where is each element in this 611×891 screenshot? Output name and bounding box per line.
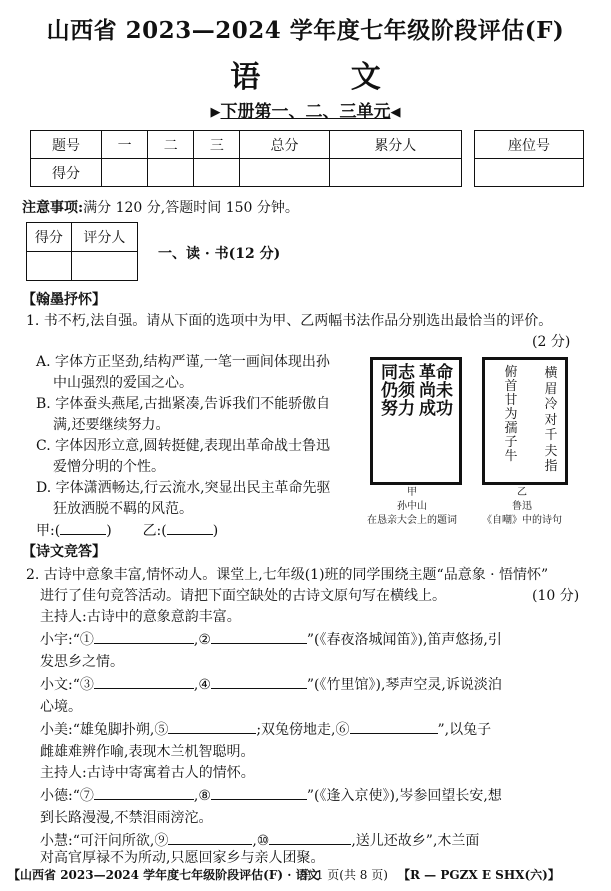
- option-b: [36, 394, 356, 436]
- blank-4[interactable]: [211, 688, 307, 689]
- calligraphy-jia: [370, 357, 462, 485]
- exam-title: 山西省 2023—2024 学年度七年级阶段评估(F): [46, 17, 565, 44]
- answer-line: [36, 521, 218, 542]
- unit-label: [0, 97, 611, 122]
- blank-10[interactable]: [269, 844, 351, 845]
- col-header-grader: 累分人: [329, 131, 461, 159]
- option-b-line1: B. 字体蚕头燕尾,古拙紧凑,告诉我们不能骄傲自: [36, 396, 331, 412]
- small-score-label: 得分: [27, 223, 72, 252]
- part1-heading: 【翰墨抒怀】: [22, 292, 106, 308]
- seat-label: 座位号: [475, 131, 584, 159]
- notice-text: 满分 120 分,答题时间 150 分钟。: [83, 200, 299, 216]
- calli-jia-source: 在恳亲大会上的题词: [367, 515, 457, 526]
- answer-jia-close: ): [106, 523, 112, 539]
- xiaoyu-b: ,②: [193, 632, 211, 648]
- section-1-title: 一、读 · 书(12 分): [158, 246, 281, 262]
- option-a-line1: A. 字体方正坚劲,结构严谨,一笔一画间体现出孙: [36, 354, 330, 370]
- xiaoyu-c: ”(《春夜洛城闻笛》),笛声悠扬,引: [306, 632, 502, 648]
- xiaode-a: 小德:“⑦: [40, 788, 94, 804]
- xiaowen-c: ”(《竹里馆》),琴声空灵,诉说淡泊: [306, 677, 502, 693]
- xiaode-line: [40, 786, 502, 807]
- calli-jia-col2: 同志仍须努力: [381, 363, 415, 419]
- blank-1[interactable]: [94, 643, 194, 644]
- answer-yi-label: 乙:(: [142, 523, 167, 539]
- blank-8[interactable]: [211, 799, 307, 800]
- score-cell[interactable]: [240, 159, 329, 187]
- xiaode-c: ”(《逢入京使》),岑参回望长安,想: [306, 788, 502, 804]
- blank-6[interactable]: [350, 733, 438, 734]
- xiaode-b: ,⑧: [193, 788, 211, 804]
- question-1-points: (2 分): [532, 334, 571, 350]
- calli-yi-mark: 乙: [517, 487, 527, 498]
- calligraphy-yi: [482, 357, 568, 485]
- xiaowen-b: ,④: [193, 677, 211, 693]
- xiaomei-b: ;双兔傍地走,⑥: [256, 722, 350, 738]
- xiaoyu-line2: 发思乡之情。: [40, 654, 124, 670]
- seat-table: [474, 130, 584, 187]
- score-cell[interactable]: [148, 159, 194, 187]
- answer-yi-blank[interactable]: [167, 534, 213, 535]
- row-label-score: 得分: [31, 159, 102, 187]
- footer-code: 【R — PGZX E SHX(六)】: [398, 868, 560, 882]
- col-header-3: 三: [194, 131, 240, 159]
- xiaoyu-line: [40, 630, 502, 651]
- triangle-right-icon: ▶: [210, 105, 221, 120]
- options-list: [36, 352, 356, 520]
- small-score-cell[interactable]: [27, 252, 72, 281]
- option-d-line1: D. 字体潇洒畅达,行云流水,突显出民主革命先驱: [36, 480, 331, 496]
- row-label-question: 题号: [31, 131, 102, 159]
- footer-left-text: 山西省 2023—2024 学年度七年级阶段评估(F) · 语文: [20, 868, 320, 882]
- calli-jia-col1: 革命尚未成功: [419, 363, 453, 419]
- option-a: [36, 352, 356, 394]
- blank-5[interactable]: [168, 733, 256, 734]
- blank-7[interactable]: [94, 799, 194, 800]
- calli-yi-col1: 横眉冷对千夫指: [544, 366, 558, 474]
- option-a-line2: 中山强烈的爱国之心。: [53, 375, 193, 391]
- xiaohui-c: ,送儿还故乡”,木兰面: [351, 833, 480, 849]
- score-cell[interactable]: [329, 159, 461, 187]
- calli-jia-mark: 甲: [407, 487, 417, 498]
- xiaohui-line2: 对高官厚禄不为所动,只愿回家乡与亲人团聚。: [40, 850, 325, 866]
- notice: [22, 197, 299, 217]
- xiaomei-line: [40, 720, 491, 741]
- small-grader-label: 评分人: [71, 223, 137, 252]
- blank-9[interactable]: [168, 844, 252, 845]
- calli-jia-caption: [352, 486, 472, 528]
- score-table: [30, 130, 462, 187]
- small-grader-cell[interactable]: [71, 252, 137, 281]
- option-c-line1: C. 字体因形立意,圆转挺健,表现出革命战士鲁迅: [36, 438, 331, 454]
- col-header-total: 总分: [240, 131, 329, 159]
- part2-heading: 【诗文竞答】: [22, 544, 106, 560]
- blank-2[interactable]: [211, 643, 307, 644]
- option-b-line2: 满,还要继续努力。: [53, 417, 170, 433]
- xiaoyu-a: 小宇:“①: [40, 632, 94, 648]
- option-d: [36, 478, 356, 520]
- xiaowen-a: 小文:“③: [40, 677, 94, 693]
- host-line-2: 主持人:古诗中寄寓着古人的情怀。: [40, 765, 255, 781]
- calli-yi-caption: [464, 486, 580, 528]
- col-header-1: 一: [102, 131, 148, 159]
- question-1: 1. 书不朽,法自强。请从下面的选项中为甲、乙两幅书法作品分别选出最恰当的评价。: [26, 313, 553, 329]
- xiaomei-c: ”,以兔子: [437, 722, 492, 738]
- col-header-2: 二: [148, 131, 194, 159]
- xiaowen-line: [40, 675, 502, 696]
- calli-yi-col2: 俯首甘为孺子牛: [504, 365, 518, 464]
- xiaomei-a: 小美:“雄兔脚扑朔,⑤: [40, 722, 169, 738]
- score-cell[interactable]: [194, 159, 240, 187]
- calli-jia-author: 孙中山: [397, 501, 427, 512]
- question-2-line2: 进行了佳句竞答活动。请把下面空缺处的古诗文原句写在横线上。: [40, 588, 446, 604]
- xiaode-line2: 到长路漫漫,不禁泪雨滂沱。: [40, 810, 213, 826]
- xiaohui-b: ,⑩: [252, 833, 270, 849]
- score-cell[interactable]: [102, 159, 148, 187]
- notice-label: 注意事项:: [22, 200, 84, 216]
- question-2-line1: 2. 古诗中意象丰富,情怀动人。课堂上,七年级(1)班的同学围绕主题“品意象 · 悟情怀”: [26, 567, 549, 583]
- host-line-1: 主持人:古诗中的意象意韵丰富。: [40, 609, 241, 625]
- xiaohui-a: 小慧:“可汗问所欲,⑨: [40, 833, 169, 849]
- option-d-line2: 狂放洒脱不羁的风范。: [53, 501, 193, 517]
- xiaowen-line2: 心境。: [40, 699, 82, 715]
- calli-yi-author: 鲁迅: [512, 501, 532, 512]
- option-c: [36, 436, 356, 478]
- option-c-line2: 爱憎分明的个性。: [53, 459, 165, 475]
- triangle-left-icon: ◀: [390, 105, 401, 120]
- seat-cell[interactable]: [475, 159, 584, 187]
- calli-yi-source: 《自嘲》中的诗句: [482, 515, 562, 526]
- xiaohui-line: [40, 831, 479, 852]
- unit-label-text: 下册第一、二、三单元: [220, 102, 391, 122]
- xiaomei-line2: 雌雄难辨作喻,表现木兰机智聪明。: [40, 744, 255, 760]
- section-score-table: [26, 222, 138, 281]
- answer-jia-blank[interactable]: [60, 534, 106, 535]
- question-2-points: (10 分): [532, 588, 580, 604]
- answer-jia-label: 甲:(: [36, 523, 61, 539]
- footer-page: 第 1 页(共 8 页): [300, 868, 388, 882]
- answer-yi-close: ): [212, 523, 219, 539]
- subject-title: 语 文: [230, 60, 421, 95]
- footer-left: 【山西省 2023—2024 学年度七年级阶段评估(F) · 语文: [8, 868, 320, 882]
- blank-3[interactable]: [94, 688, 194, 689]
